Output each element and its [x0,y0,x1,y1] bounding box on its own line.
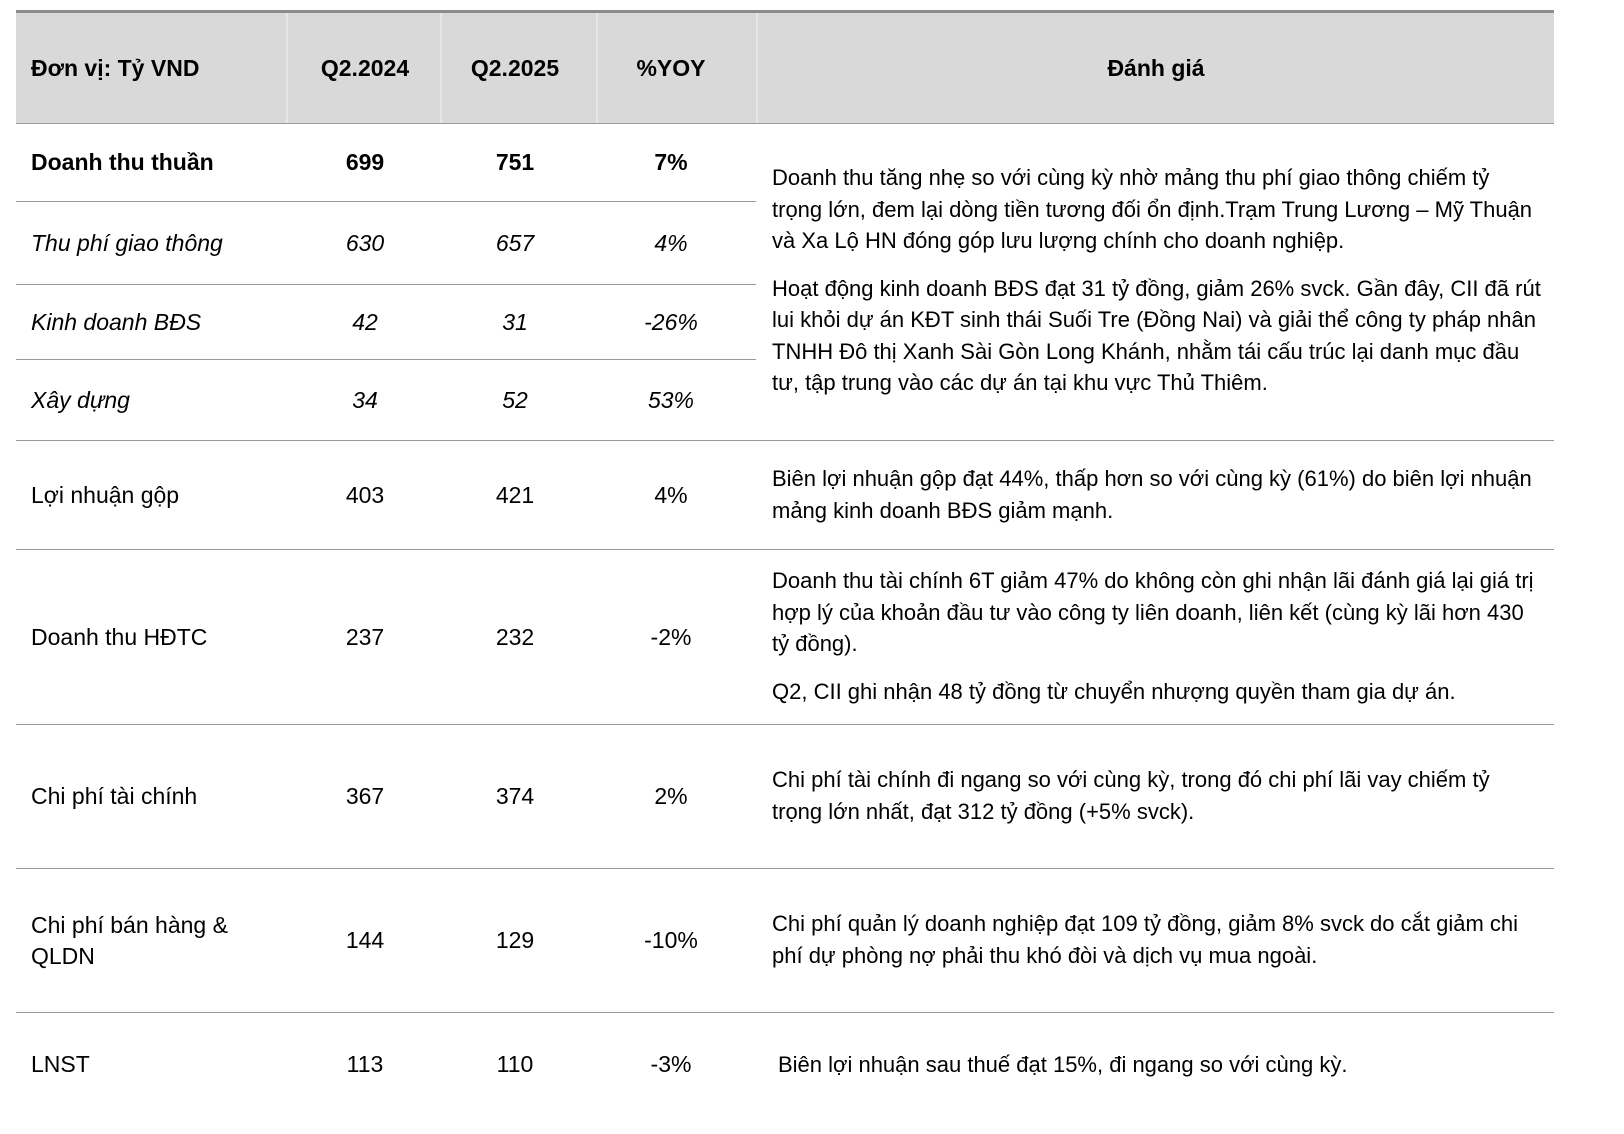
row-label: Thu phí giao thông [31,229,223,256]
row-q2025: 751 [495,148,535,175]
row-yoy: -3% [650,1051,692,1077]
row-label: Chi phí tài chính [31,783,198,809]
assessment-text: Biên lợi nhuận sau thuế đạt 15%, đi ngang so với cùng kỳ. [778,1052,1348,1077]
row-yoy: 7% [654,148,688,175]
row-q2024: 403 [345,481,385,508]
row-yoy: 4% [654,481,688,508]
row-q2024: 237 [345,623,385,650]
header-assessment: Đánh giá [1107,54,1205,81]
gross-profit-assessment [772,463,1542,526]
row-yoy: 53% [647,386,695,413]
row-yoy: -2% [650,623,692,650]
header-yoy: %YOY [636,54,706,81]
row-q2025: 374 [495,783,535,809]
row-q2025: 232 [495,623,535,650]
assessment-text: Doanh thu tăng nhẹ so với cùng kỳ nhờ mảng thu phí giao thông chiếm tỷ trọng lớn, đem lại dòng tiền tương đối ổn định.Trạm Trung Lương – Mỹ Thuận và Xa Lộ HN đóng góp lưu lượng chính cho doanh nghiệp. [772,165,1533,253]
assessment-text: Doanh thu tài chính 6T giảm 47% do không còn ghi nhận lãi đánh giá lại giá trị hợp lý của khoản đầu tư vào công ty liên doanh, liên kết (cùng kỳ lãi hơn 430 tỷ đồng). [772,568,1534,656]
row-q2024: 113 [346,1051,384,1077]
header-q2025: Q2.2025 [470,54,560,81]
row-yoy: 4% [654,229,688,256]
assessment-text: Hoạt động kinh doanh BĐS đạt 31 tỷ đồng, giảm 26% svck. Gần đây, CII đã rút lui khỏi dự án KĐT sinh thái Suối Tre (Đồng Nai) và giải thể công ty pháp nhân TNHH Đô thị Xanh Sài Gòn Long Khánh, nhằm tái cấu trúc lại danh mục đầu tư, tập trung vào các dự án tại khu vực Thủ Thiêm. [772,275,1541,395]
header-q2024: Q2.2024 [320,54,410,81]
header-unit: Đơn vị: Tỷ VND [31,54,200,81]
npat-assessment [778,1049,1548,1081]
row-label: Xây dựng [31,386,130,413]
row-q2025: 31 [502,308,528,335]
row-q2025: 421 [495,481,535,508]
revenue-assessment [772,162,1542,399]
assessment-text: Chi phí quản lý doanh nghiệp đạt 109 tỷ đồng, giảm 8% svck do cắt giảm chi phí dự phòng nợ phải thu khó đòi và dịch vụ mua ngoài. [772,911,1519,968]
row-q2024: 367 [345,783,385,809]
row-label: Doanh thu thuần [31,148,214,175]
row-q2024: 42 [352,308,378,335]
row-q2024: 144 [345,927,385,953]
financial-income-assessment [772,565,1542,707]
row-label: Kinh doanh BĐS [31,308,202,335]
assessment-text: Q2, CII ghi nhận 48 tỷ đồng từ chuyển nhượng quyền tham gia dự án. [772,678,1456,704]
row-label: Lợi nhuận gộp [31,481,180,508]
row-q2025: 129 [495,927,535,953]
row-label: Doanh thu HĐTC [31,623,208,650]
row-yoy: 2% [654,783,688,809]
row-yoy: -10% [644,927,698,953]
assessment-text: Chi phí tài chính đi ngang so với cùng kỳ, trong đó chi phí lãi vay chiếm tỷ trọng lớn nhất, đạt 312 tỷ đồng (+5% svck). [772,767,1490,824]
financial-expense-assessment [772,764,1542,827]
row-q2024: 699 [345,148,385,175]
row-q2025: 52 [502,386,528,413]
assessment-text: Biên lợi nhuận gộp đạt 44%, thấp hơn so với cùng kỳ (61%) do biên lợi nhuận mảng kinh doanh BĐS giảm mạnh. [772,466,1532,523]
table-header [16,13,1554,124]
row-q2024: 34 [352,386,378,413]
selling-admin-assessment [772,908,1542,971]
row-yoy: -26% [644,308,698,335]
row-q2024: 630 [345,229,385,256]
row-label: Chi phí bán hàng & QLDN [31,911,228,969]
row-label: LNST [31,1051,90,1077]
row-q2025: 110 [496,1051,534,1077]
row-q2025: 657 [495,229,535,256]
